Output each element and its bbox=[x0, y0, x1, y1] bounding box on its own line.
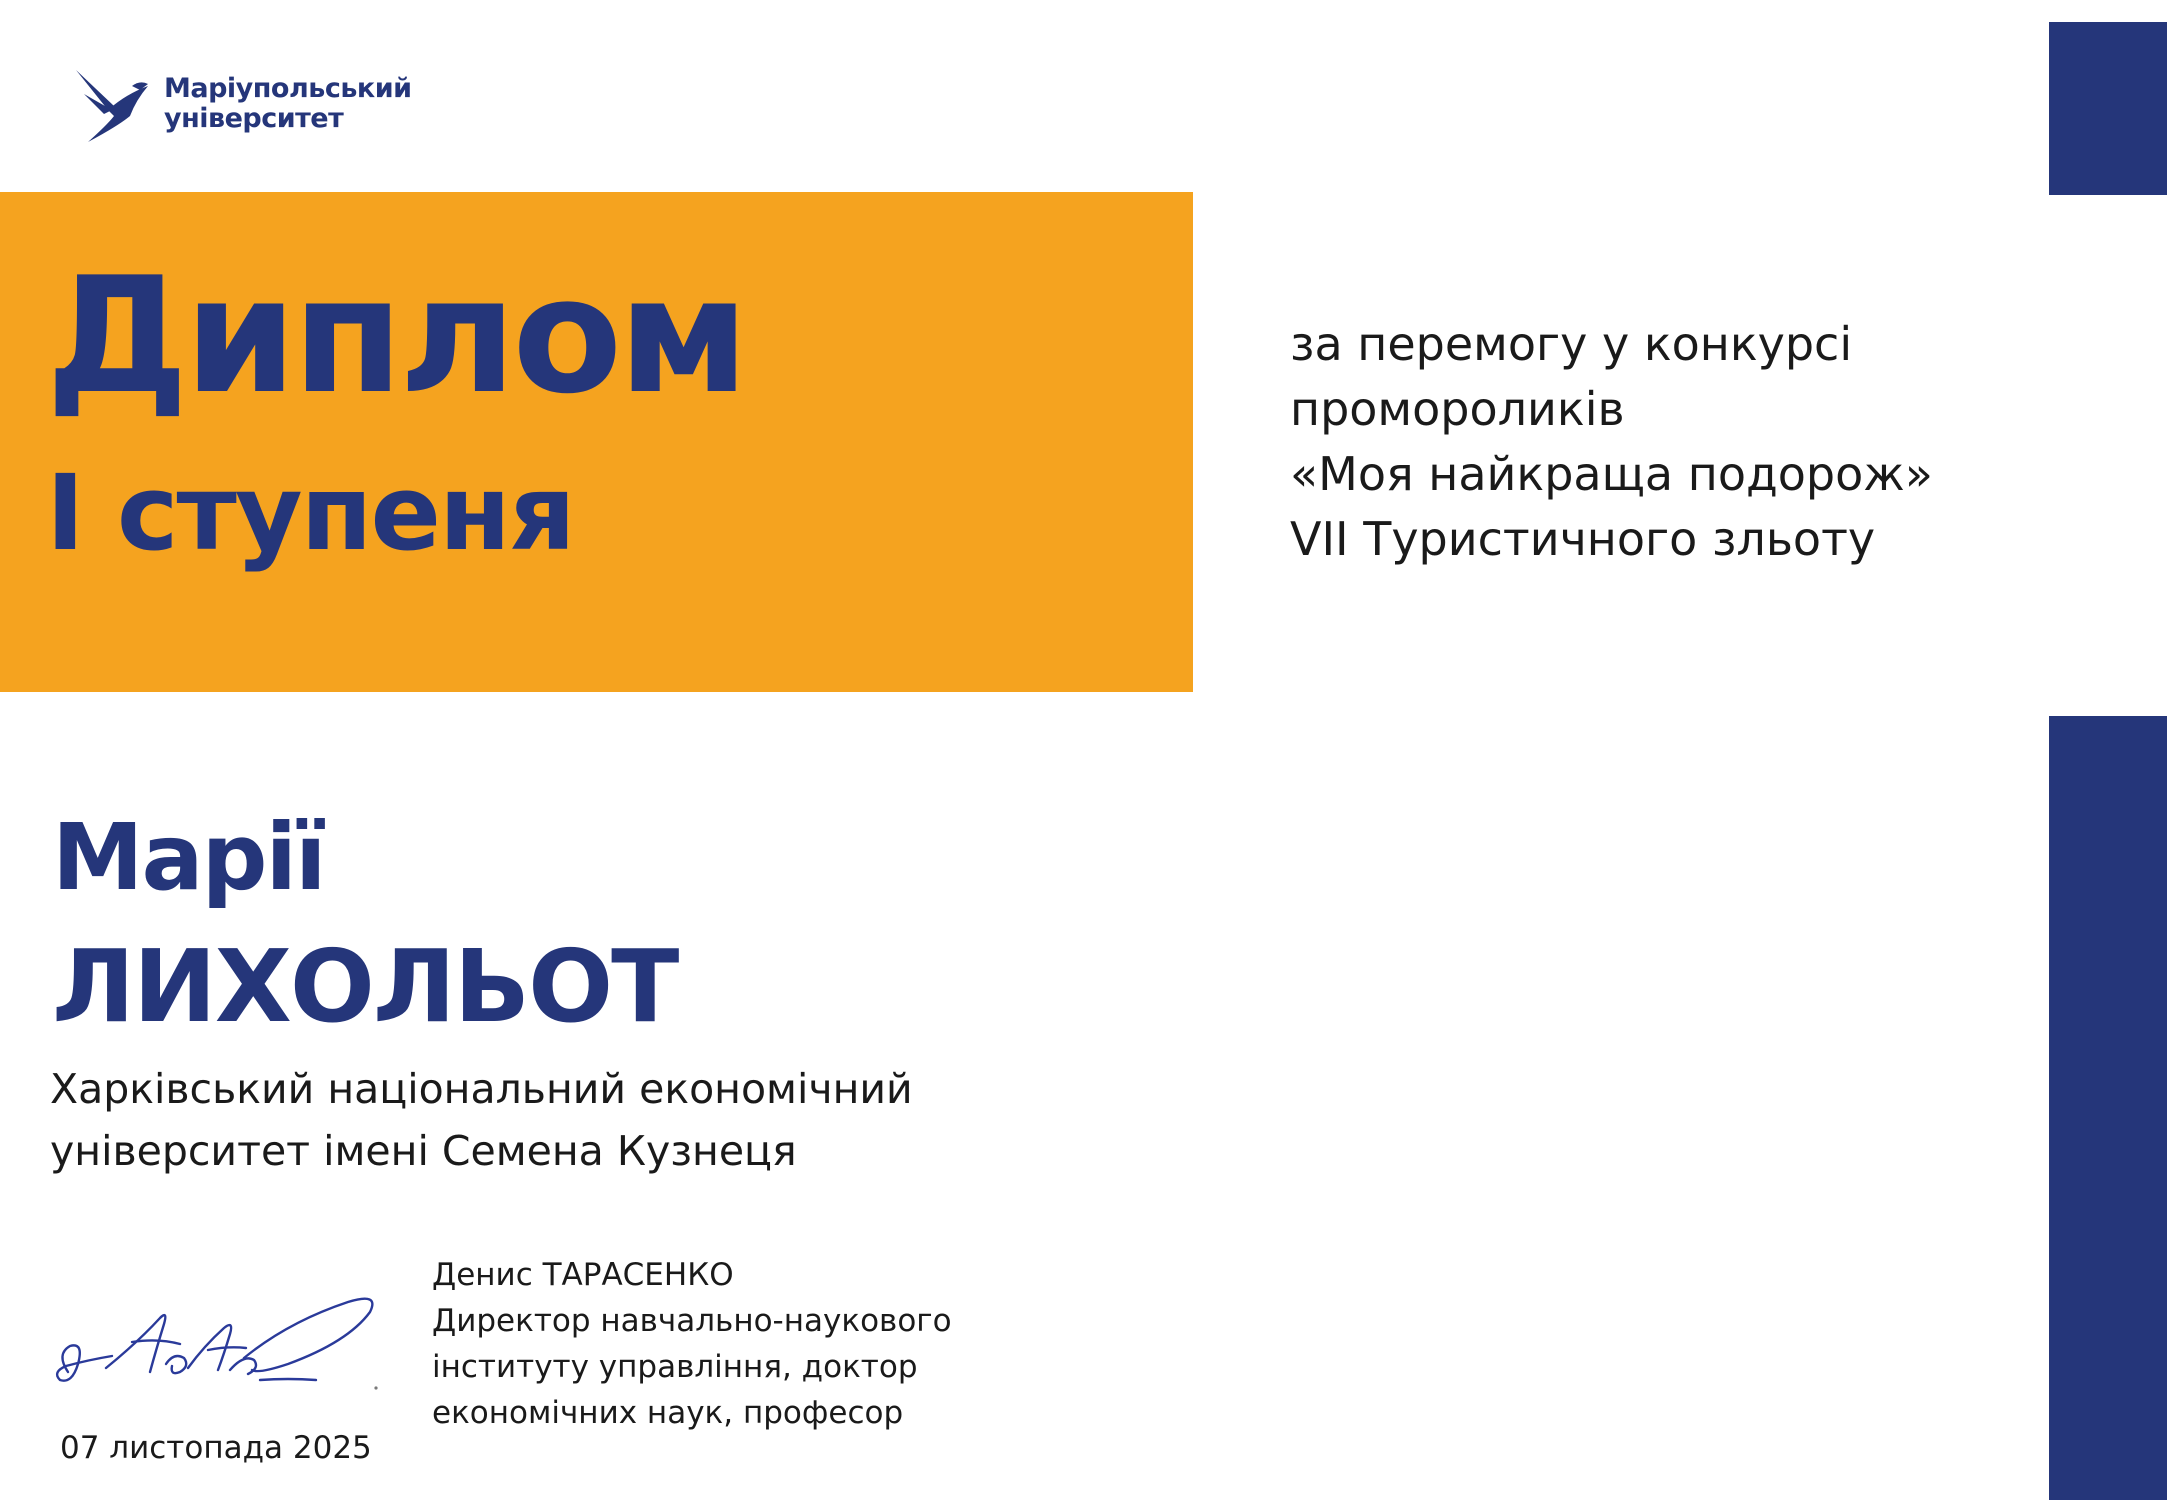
diploma-degree: I ступеня bbox=[46, 452, 574, 574]
award-reason-line: за перемогу у конкурсі bbox=[1290, 317, 1853, 371]
handwritten-signature bbox=[48, 1272, 398, 1422]
award-reason-line: VII Туристичного зльоту bbox=[1290, 512, 1876, 566]
award-reason-line: промороликів bbox=[1290, 382, 1625, 436]
signer-name: Денис ТАРАСЕНКО bbox=[432, 1257, 734, 1293]
decorative-bar-bottom bbox=[2049, 716, 2167, 1500]
signer-position-line: економічних наук, професор bbox=[432, 1395, 904, 1431]
signer-position-line: інституту управління, доктор bbox=[432, 1349, 918, 1385]
recipient-last-name: ЛИХОЛЬОТ bbox=[52, 928, 678, 1045]
issue-date: 07 листопада 2025 bbox=[60, 1430, 372, 1466]
award-reason-line: «Моя найкраща подорож» bbox=[1290, 447, 1933, 501]
bird-logo-icon bbox=[74, 64, 150, 144]
decorative-bar-top bbox=[2049, 22, 2167, 195]
logo-line-2: університет bbox=[164, 103, 344, 134]
institution-line: університет імені Семена Кузнеця bbox=[50, 1127, 797, 1175]
award-reason bbox=[1290, 312, 1933, 572]
institution-line: Харківський національний економічний bbox=[50, 1065, 913, 1113]
logo-wordmark bbox=[164, 74, 412, 134]
recipient-first-name: Марії bbox=[52, 804, 325, 911]
logo-line-1: Маріупольський bbox=[164, 73, 412, 104]
diploma-title: Диплом bbox=[46, 242, 746, 429]
recipient-institution bbox=[50, 1058, 913, 1182]
signer-position-line: Директор навчально-наукового bbox=[432, 1303, 952, 1339]
signer-block bbox=[432, 1252, 952, 1436]
university-logo bbox=[74, 64, 412, 144]
